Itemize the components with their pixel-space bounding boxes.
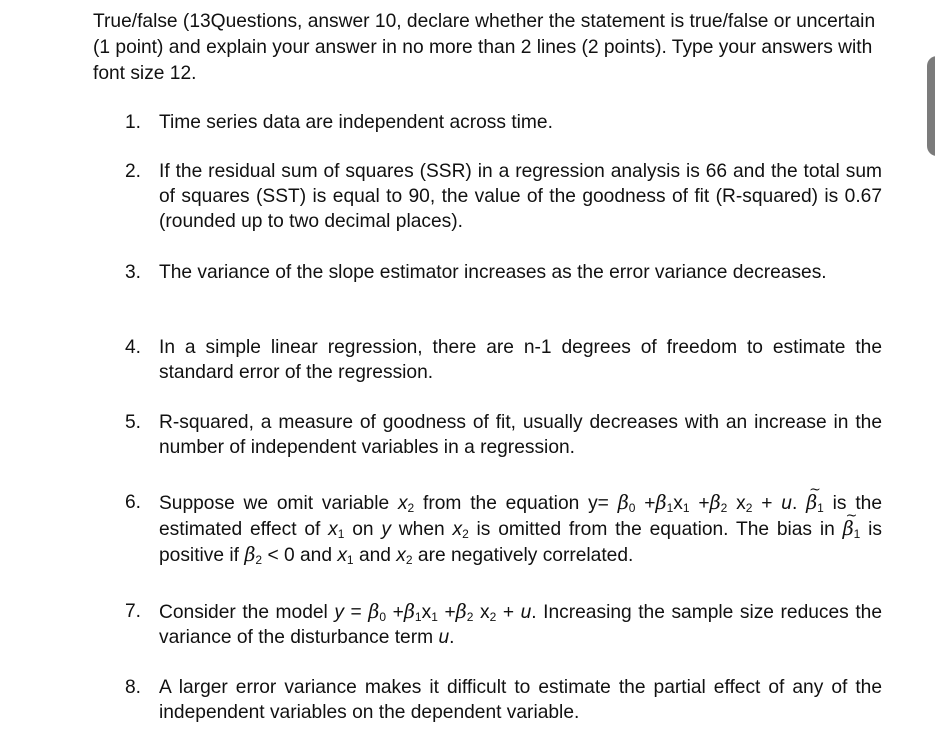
question-number: 7. xyxy=(125,601,142,622)
question-text: R-squared, a measure of goodness of fit, usually decreases with an increase in the number of independent variables in a regression. xyxy=(159,412,882,458)
question-number: 8. xyxy=(125,677,142,698)
question-2 xyxy=(125,159,882,234)
question-6 xyxy=(125,490,882,568)
question-text: A larger error variance makes it difficult to estimate the partial effect of any of the independent variables on the dependent variable. xyxy=(159,677,882,723)
question-text: If the residual sum of squares (SSR) in a regression analysis is 66 and the total sum of squares (SST) is equal to 90, the value of the goodness of fit (R-squared) is 0.67 (rounded up to two decimal places). xyxy=(159,161,882,232)
question-text: Suppose we omit variable $x_2$ from the equation $y= \beta_0 +\beta_1x_1 +\beta_2$ $x_2 + u$. ~ $\beta_1$ is the estimated effect of $x_1$ on y when $x_2$ is omitted from the equation. The bias in ~ $\beta_1$ is positive if $\beta_2 < 0$ and $x_1$ and $x_2$ are negatively correlated. xyxy=(159,490,882,568)
question-4 xyxy=(125,335,882,385)
instructions-paragraph: True/false (13Questions, answer 10, declare whether the statement is true/false or uncertain (1 point) and explain your answer in no more than 2 lines (2 points). Type your answers with font size 12. xyxy=(93,11,876,84)
question-number: 1. xyxy=(125,112,142,133)
question-1 xyxy=(125,110,882,135)
question-text: The variance of the slope estimator increases as the error variance decreases. xyxy=(159,262,827,283)
question-number: 3. xyxy=(125,262,142,283)
question-number: 4. xyxy=(125,337,142,358)
question-3 xyxy=(125,260,882,285)
question-8 xyxy=(125,675,882,725)
question-7 xyxy=(125,599,882,650)
question-text: In a simple linear regression, there are n-1 degrees of freedom to estimate the standard error of the regression. xyxy=(159,337,882,383)
question-number: 2. xyxy=(125,161,142,182)
question-number: 5. xyxy=(125,412,142,433)
question-number: 6. xyxy=(125,492,142,513)
question-text: Consider the model $y = \beta_0 +\beta_1x_1 +\beta_2$ $x_2 + u$. Increasing the sample size reduces the variance of the disturbance term u. xyxy=(159,600,882,648)
question-text: Time series data are independent across time. xyxy=(159,112,553,133)
side-panel-tab[interactable] xyxy=(927,56,935,156)
question-5 xyxy=(125,410,882,460)
